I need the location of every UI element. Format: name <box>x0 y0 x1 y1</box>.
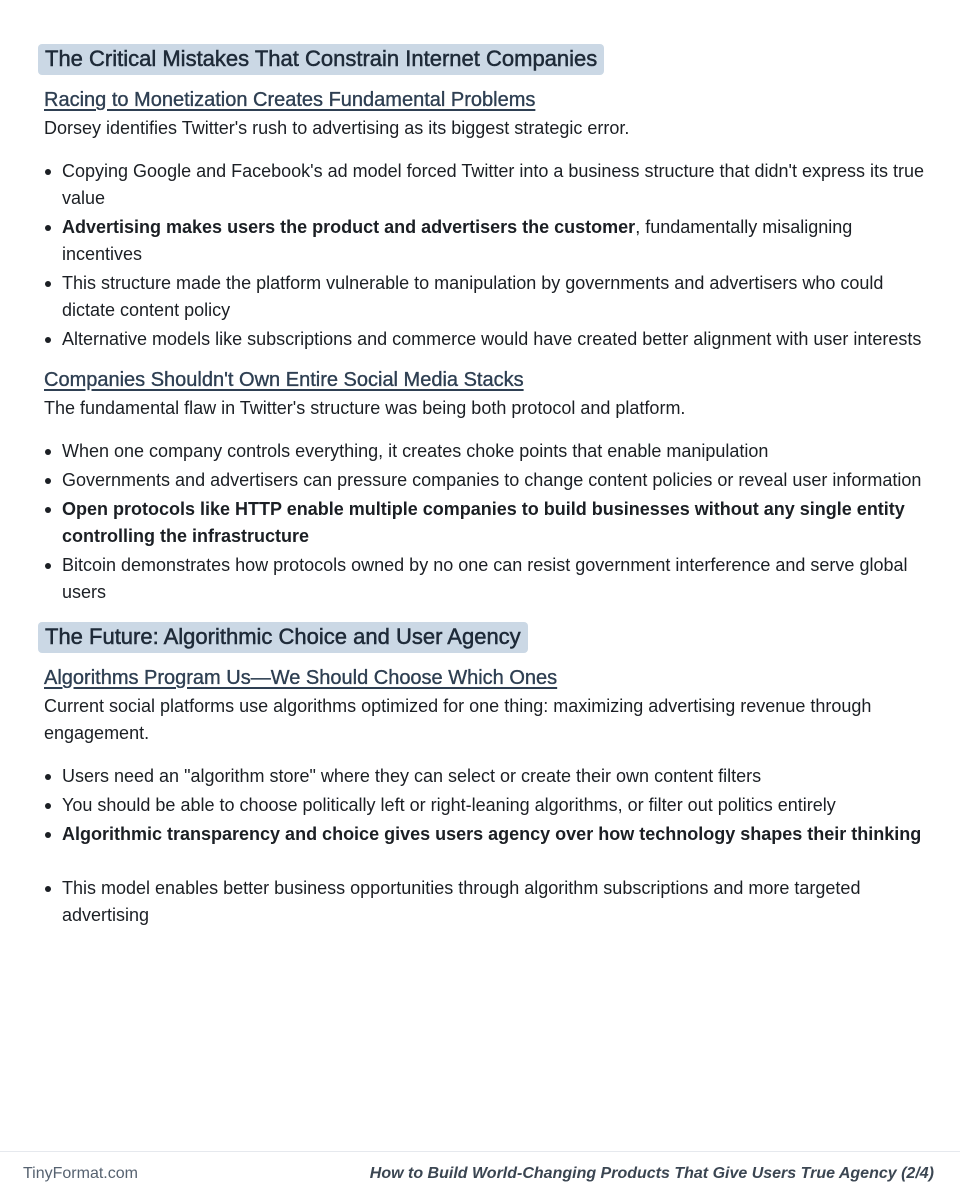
list-item-text: When one company controls everything, it creates choke points that enable manipulation <box>62 441 769 461</box>
list-item-text: Copying Google and Facebook's ad model forced Twitter into a business structure that didn't express its true value <box>62 161 925 208</box>
bullet-list <box>44 158 924 353</box>
list-item <box>44 792 924 819</box>
list-item-text: This structure made the platform vulnerable to manipulation by governments and advertisers who could dictate content policy <box>62 273 884 320</box>
section-heading: The Critical Mistakes That Constrain Internet Companies <box>38 44 604 75</box>
subsection-intro: Current social platforms use algorithms optimized for one thing: maximizing advertising revenue through engagement. <box>44 696 872 743</box>
list-item-text: , fundamentally misaligning incentives <box>62 217 853 264</box>
bullet-list <box>44 438 924 606</box>
list-item-bold: Algorithmic transparency and choice gives users agency over how technology shapes their thinking <box>62 824 922 844</box>
list-item <box>44 270 924 324</box>
list-item <box>44 438 924 465</box>
list-item-bold: Advertising makes users the product and advertisers the customer <box>62 217 636 237</box>
list-item-bold: Open protocols like HTTP enable multiple companies to build businesses without any single entity controlling the infrastructure <box>62 499 905 546</box>
subsection-title: Racing to Monetization Creates Fundamental Problems <box>44 89 536 111</box>
subsection-title: Companies Shouldn't Own Entire Social Media Stacks <box>44 369 524 391</box>
list-item <box>44 552 924 606</box>
list-item <box>44 763 924 790</box>
list-item-text: This model enables better business opportunities through algorithm subscriptions and more targeted advertising <box>62 878 861 925</box>
footer-site-name: TinyFormat.com <box>23 1165 138 1182</box>
footer-divider <box>0 1151 960 1152</box>
document-body <box>44 44 924 931</box>
list-item <box>44 821 924 848</box>
section-heading: The Future: Algorithmic Choice and User Agency <box>38 622 528 653</box>
subsection-intro: The fundamental flaw in Twitter's structure was being both protocol and platform. <box>44 398 686 418</box>
list-item <box>44 467 924 494</box>
list-item-text: Users need an "algorithm store" where they can select or create their own content filters <box>62 766 762 786</box>
list-item <box>44 496 924 550</box>
list-item-text: Governments and advertisers can pressure companies to change content policies or reveal user information <box>62 470 922 490</box>
footer-document-title: How to Build World-Changing Products That Give Users True Agency (2/4) <box>369 1165 934 1182</box>
bullet-list <box>44 763 924 929</box>
list-item-text: Bitcoin demonstrates how protocols owned by no one can resist government interference and serve global users <box>62 555 908 602</box>
list-item <box>44 875 924 929</box>
list-item-text: Alternative models like subscriptions and commerce would have created better alignment with user interests <box>62 329 922 349</box>
subsection-intro: Dorsey identifies Twitter's rush to advertising as its biggest strategic error. <box>44 118 630 138</box>
list-item <box>44 214 924 268</box>
list-item <box>44 158 924 212</box>
section-block <box>44 622 924 929</box>
subsection-title: Algorithms Program Us—We Should Choose Which Ones <box>44 667 558 689</box>
list-item-text: You should be able to choose politically left or right-leaning algorithms, or filter out politics entirely <box>62 795 836 815</box>
list-item <box>44 326 924 353</box>
subsection-block <box>44 367 924 606</box>
